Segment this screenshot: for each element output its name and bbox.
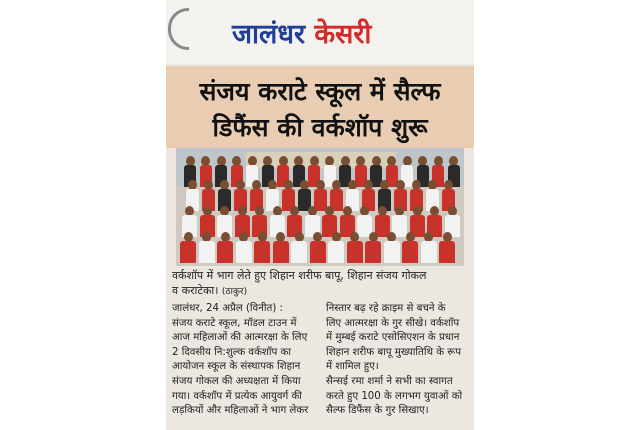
article-line: जालंधर, 24 अप्रैल (विनीत) : (172, 303, 283, 314)
photo-figure (328, 232, 344, 266)
article-line: निस्तार बढ़ रहे क्राइम से बचने के (326, 303, 446, 314)
article-line: आज महिलाओं की आत्मरक्षा के लिए (172, 332, 308, 344)
photo-credit: (ठाकुर) (221, 287, 248, 297)
photo-figure (310, 232, 326, 266)
photo-figure (347, 232, 363, 266)
photo-figure (180, 232, 196, 266)
article-left-column (172, 302, 314, 419)
headline-line-2: डिफैंस की वर्कशॉप शुरू (212, 113, 428, 142)
article-line: लड़कियों और महिलाओं ने भाग लेकर (172, 405, 309, 417)
logo-part-jalandhar: जालंधर (232, 19, 305, 50)
masthead-swirl-icon (168, 8, 189, 50)
photo-figure (236, 232, 252, 266)
photo-figure (217, 232, 233, 266)
newspaper-clipping (166, 0, 474, 430)
photo-figure (402, 232, 418, 266)
article-line: 2 दिवसीय नि:शुल्क वर्कशॉप का (172, 346, 291, 358)
photo-figure (199, 232, 215, 266)
article-line: सैल्फ डिफैंस के गुर सिखाए। (326, 405, 429, 417)
photo-figure (254, 232, 270, 266)
article-line: संजय गोकल की अध्यक्षता में किया (172, 375, 301, 387)
article-line: संजय कराटे स्कूल, मॉडल टाउन में (172, 317, 297, 329)
caption-line-2: व कराटेका। (172, 284, 219, 297)
newspaper-logo (232, 14, 371, 51)
photo-figure (365, 232, 381, 266)
article-line: लिए आत्मरक्षा के गुर सीखे। वर्कशॉप (326, 317, 460, 329)
masthead (166, 0, 474, 64)
photo-figure (273, 232, 289, 266)
photo-figure (384, 232, 400, 266)
photo-caption (172, 268, 468, 300)
photo-figure (291, 232, 307, 266)
article-line: करते हुए 100 के लगभग युवाओं को (326, 390, 463, 402)
article-line: में मुम्बई कराटे एसोसिएशन के प्रधान (326, 332, 460, 344)
article-line: आयोजन स्कूल के संस्थापक शिहान (172, 361, 301, 373)
article-line: शिहान शरीफ बापू मुख्यातिथि के रूप (326, 346, 462, 358)
article-line: सैन्सई रमा शर्मा ने सभी का स्वागत (326, 375, 453, 387)
caption-line-1: वर्कशॉप में भाग लेते हुए शिहान शरीफ बापू, शिहान संजय गोकल (172, 269, 427, 282)
group-photo (176, 148, 464, 266)
article-right-column (326, 302, 468, 419)
headline-line-1: संजय कराटे स्कूल में सैल्फ (199, 77, 441, 106)
photo-figure (439, 232, 455, 266)
photo-figure (421, 232, 437, 266)
logo-part-kesari: केसरी (314, 19, 372, 50)
headline-block (166, 66, 474, 148)
article-line: में शामिल हुए। (326, 361, 379, 373)
article-line: गया। वर्कशॉप में प्रत्येक आयुवर्ग की (172, 390, 302, 402)
